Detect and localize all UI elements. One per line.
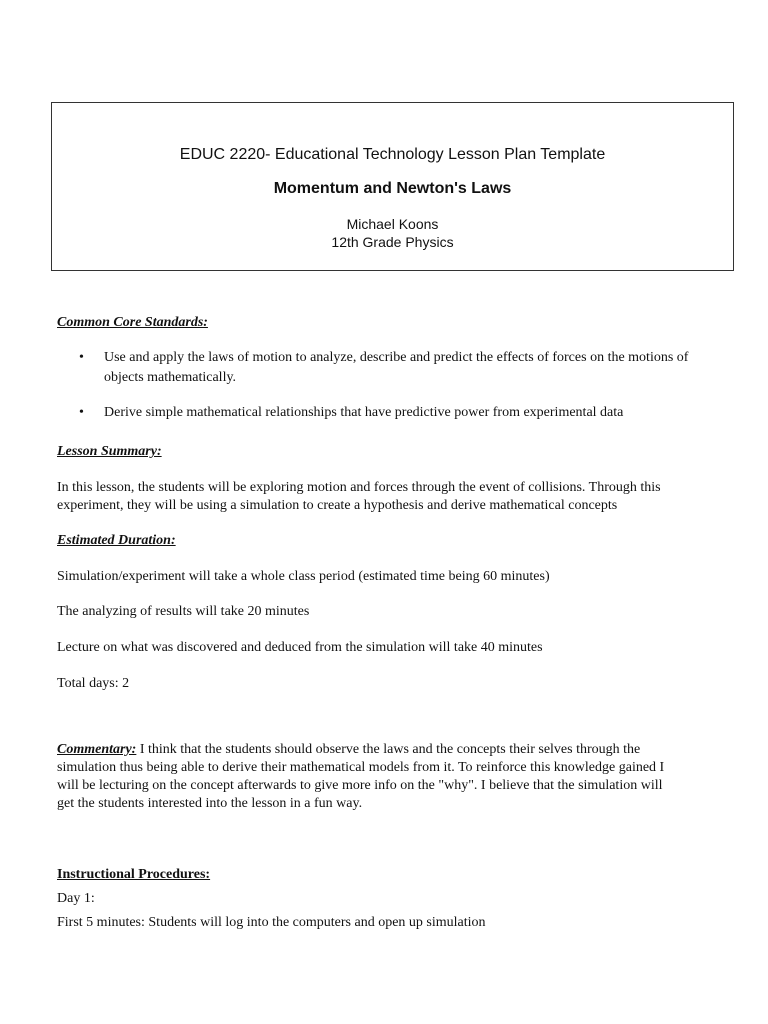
summary-heading: Lesson Summary: xyxy=(57,444,162,459)
duration-item: Simulation/experiment will take a whole class period (estimated time being 60 minutes) xyxy=(57,569,550,584)
standards-heading: Common Core Standards: xyxy=(57,315,208,330)
lesson-title: Momentum and Newton's Laws xyxy=(273,180,512,197)
procedures-heading: Instructional Procedures: xyxy=(57,867,211,882)
duration-item: Total days: 2 xyxy=(57,676,130,691)
commentary-line: will be lecturing on the concept afterwards to give more info on the "why". I believe that the simulation will xyxy=(57,778,663,793)
commentary-line: simulation thus being able to derive their mathematical models from it. To reinforce this knowledge gained I xyxy=(57,760,665,775)
commentary-line: get the students interested into the lesson in a fun way. xyxy=(57,796,363,811)
grade-level: 12th Grade Physics xyxy=(331,234,454,250)
procedure-day: Day 1: xyxy=(57,891,95,906)
title-box xyxy=(51,102,734,271)
standard-item: Use and apply the laws of motion to analyze, describe and predict the effects of forces on the motions of objects mathematically. xyxy=(104,350,689,385)
author-name: Michael Koons xyxy=(346,216,439,232)
bullet-marker: • xyxy=(79,350,84,365)
commentary-heading: Commentary: xyxy=(57,742,137,757)
bullet-marker: • xyxy=(79,405,84,420)
standard-item: Derive simple mathematical relationships that have predictive power from experimental data xyxy=(104,405,624,420)
duration-heading: Estimated Duration: xyxy=(57,533,176,548)
procedure-step: First 5 minutes: Students will log into the computers and open up simulation xyxy=(57,915,486,930)
summary-text-line: experiment, they will be using a simulation to create a hypothesis and derive mathematical concepts xyxy=(57,498,618,513)
summary-text-line: In this lesson, the students will be exploring motion and forces through the event of collisions. Through this xyxy=(57,480,661,495)
commentary-text: I think that the students should observe the laws and the concepts their selves through the xyxy=(136,742,641,757)
commentary-line xyxy=(57,741,717,759)
document-title: EDUC 2220- Educational Technology Lesson Plan Template xyxy=(179,146,606,163)
duration-item: Lecture on what was discovered and deduced from the simulation will take 40 minutes xyxy=(57,640,543,655)
duration-item: The analyzing of results will take 20 minutes xyxy=(57,604,310,619)
